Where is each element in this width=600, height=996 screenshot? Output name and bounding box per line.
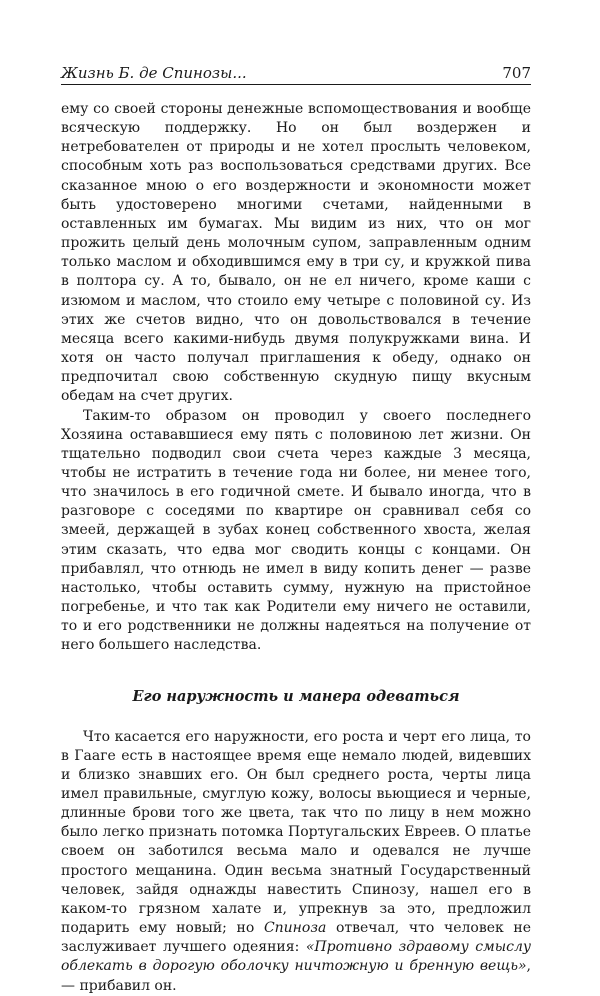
text-run: отвечал, что человек не заслуживает лучшего одеяния: [61,920,531,956]
paragraph: Таким-то образом он проводил у своего последнего Хозяина остававшиеся ему пять с половиною лет жизни. Он тщательно подводил свои счета через каждые 3 месяца, чтобы не истратить в течение года ни более, ни менее того, что значилось в его годичной смете. И бывало иногда, что в разговоре с соседями по квартире он сравнивал себя со змеей, держащей в зубах конец собственного хвоста, желая этим сказать, что едва мог сводить концы с концами. Он прибавлял, что отнюдь не имел в виду копить денег — разве настолько, чтобы оставить сумму, нужную на пристойное погребенье, и что так как Родители ему ничего не оставили, то и его родственники не должны надеяться на получение от него большего наследства. [61,407,531,654]
text-run: Что касается его наружности, его роста и черт его лица, то в Гааге есть в настоящее время еще немало людей, видевших и близко знавших его. Он был среднего роста, черты лица имел правильные, смуглую кожу, волосы вьющиеся и черные, длинные брови того же цвета, так что по лицу в нем можно было легко признать потомка Португальских Евреев. О платье своем он заботился весьма мало и одевался не лучше простого мещанина. Один весьма знатный Государственный человек, зайдя однажды навестить Спинозу, нашел его в каком-то грязном халате и, упрекнув за это, предложил подарить ему новый; но [61,728,531,937]
paragraph-continued: ему со своей стороны денежные вспомоществования и вообще всяческую поддержку. Но он был воздержен и нетребователен от природы и не хотел прослыть человеком, способным хоть раз воспользоваться средствами других. Все сказанное мною о его воздержности и экономности может быть удостоверено многими счетами, найденными в оставленных им бумагах. Мы видим из них, что он мог прожить целый день молочным супом, заправленным одним только маслом и обходившимся ему в три су, и кружкой пива в полтора су. А то, бывало, он не ел ничего, кроме каши с изюмом и маслом, что стоило ему четыре с половиной су. Из этих же счетов видно, что он довольствовался в течение месяца всего какими-нибудь двумя полукружками вина. И хотя он часто получал приглашения к обеду, однако он предпочитал свою собственную скудную пищу вкусным обедам на счет других. [61,101,531,405]
running-head-title: Жизнь Б. де Спинозы... [61,64,247,82]
italic-name: Спиноза [263,920,327,937]
page-body [61,100,531,996]
paragraph-appearance [61,728,531,996]
running-header [61,64,531,85]
section-heading: Его наружность и манера одеваться [132,687,460,705]
page-number: 707 [502,64,531,82]
italic-quote: «Противно здравому смыслу облекать в дорогую оболочку ничтожную и бренную вещь» [61,939,531,975]
text-run: , — прибавил он. [61,958,531,994]
